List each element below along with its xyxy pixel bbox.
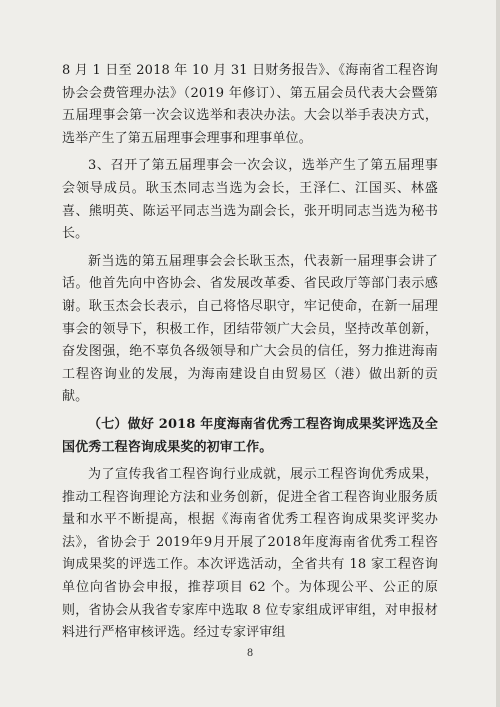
paragraph-financial-report: 8 月 1 日至 2018 年 10 月 31 日财务报告》、《海南省工程咨询协会会费管理办法》（2019 年修订）、第五届会员代表大会暨第五届理事会第一次会议选举和表决办法。大会以举手表决方式，选举产生了第五届理事会理事和理事单位。 xyxy=(62,63,438,146)
page-number: 8 xyxy=(246,648,254,659)
paragraph-president-speech: 新当选的第五届理事会会长耿玉杰，代表新一届理事会讲了话。他首先向中咨协会、省发展改革委、省民政厅等部门表示感谢。耿玉杰会长表示，自己将恪尽职守，牢记使命，在新一届理事会的领导下，积极工作，团结带领广大会员，坚持改革创新，奋发图强，绝不辜负各级领导和广大会员的信任，努力推进海南工程咨询业的发展，为海南建设自由贸易区（港）做出新的贡献。 xyxy=(62,253,438,405)
paragraph-award-evaluation: 为了宣传我省工程咨询行业成就，展示工程咨询优秀成果，推动工程咨询理论方法和业务创新，促进全省工程咨询业服务质量和水平不断提高，根据《海南省优秀工程咨询成果奖评奖办法》，省协会于 2019年9月开展了2018年度海南省优秀工程咨询成果奖的评选工作。本次评选活动，全省共有 18 家工程咨询单位向省协会申报，推荐项目 62 个。为体现公平、公正的原则，省协会从我省专家库中选取 8 位专家组成评审组，对申报材料进行严格审核评选。经过专家评审组 xyxy=(62,467,438,641)
paragraph-council-election: 3、召开了第五届理事会一次会议，选举产生了第五届理事会领导成员。耿玉杰同志当选为会长，王泽仁、江国买、林盛喜、熊明英、陈运平同志当选为副会长，张开明同志当选为秘书长。 xyxy=(62,158,438,242)
page-edge-shadow xyxy=(496,0,500,707)
section-heading-award-review: （七）做好 2018 年度海南省优秀工程咨询成果奖评选及全国优秀工程咨询成果奖的初审工作。 xyxy=(62,416,438,455)
document-body xyxy=(62,60,438,650)
